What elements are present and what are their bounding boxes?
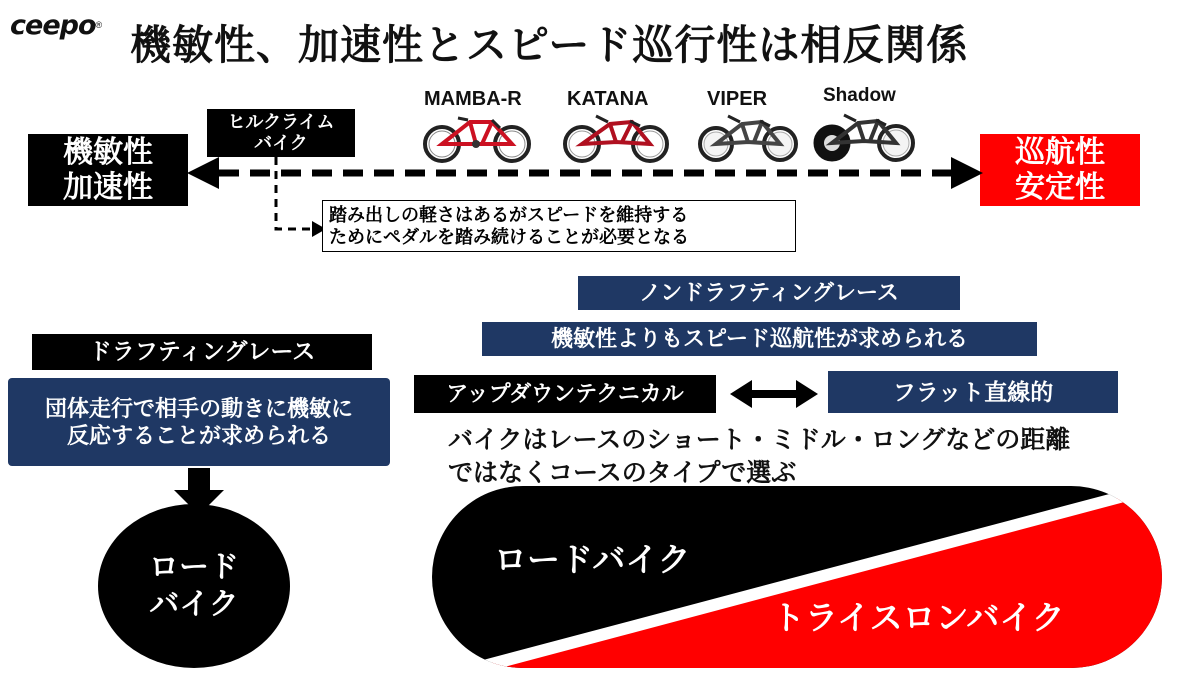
axis-right-label: [980, 134, 1140, 206]
axis-right-line-1: 巡航性: [1015, 135, 1105, 169]
logo-wordmark: ceepo: [10, 9, 96, 41]
course-type-arrow: [728, 378, 820, 410]
hill-climb-bike-label: [207, 109, 355, 157]
logo-registered-mark: ®: [95, 20, 103, 30]
hill-climb-line-1: ヒルクライム: [227, 111, 335, 132]
circle-line-2: バイク: [149, 588, 239, 621]
note-line-1: 踏み出しの軽さはあるがスピードを維持する: [329, 204, 689, 225]
updown-technical-label: アップダウンテクニカル: [414, 375, 716, 413]
road-vs-triathlon-pill: [432, 486, 1162, 668]
pill-road-bike-label: ロードバイク: [494, 541, 691, 578]
note-line-2: ためにペダルを踏み続けることが必要となる: [329, 227, 689, 247]
axis-right-line-2: 安定性: [1015, 171, 1105, 204]
hill-climb-line-2: バイク: [254, 133, 308, 153]
ceepo-logo: [10, 8, 120, 42]
drafting-race-label: ドラフティングレース: [32, 334, 372, 370]
bike-choice-line-1: バイクはレースのショート・ミドル・ロングなどの距離: [448, 426, 1071, 454]
drafting-race-description: [8, 378, 390, 466]
circle-line-1: ロード: [149, 550, 239, 584]
bike-label-katana: KATANA: [567, 88, 649, 110]
road-bike-outcome-circle: [98, 504, 290, 668]
flat-straight-label: フラット直線的: [828, 371, 1118, 413]
drafting-desc-line-1: 団体走行で相手の動きに機敏に: [44, 395, 353, 421]
axis-left-label: [28, 134, 188, 206]
speed-cruising-required-label: 機敏性よりもスピード巡航性が求められる: [482, 322, 1037, 356]
axis-left-line-1: 機敏性: [63, 135, 153, 169]
tradeoff-axis-arrow: [185, 155, 985, 191]
non-drafting-race-label: ノンドラフティングレース: [578, 276, 960, 310]
bike-choice-note: [448, 424, 1148, 489]
pill-triathlon-bike-label: トライスロンバイク: [772, 599, 1065, 636]
bike-choice-line-2: ではなくコースのタイプで選ぶ: [448, 458, 797, 487]
page-title: 機敏性、加速性とスピード巡行性は相反関係: [130, 22, 969, 68]
hill-climb-note: [322, 200, 796, 252]
bike-label-viper: VIPER: [707, 88, 768, 110]
bike-label-shadow: Shadow: [823, 85, 896, 106]
drafting-desc-line-2: 反応することが求められる: [66, 423, 331, 448]
bike-label-mamba-r: MAMBA-R: [424, 88, 522, 110]
axis-left-line-2: 加速性: [63, 171, 153, 204]
